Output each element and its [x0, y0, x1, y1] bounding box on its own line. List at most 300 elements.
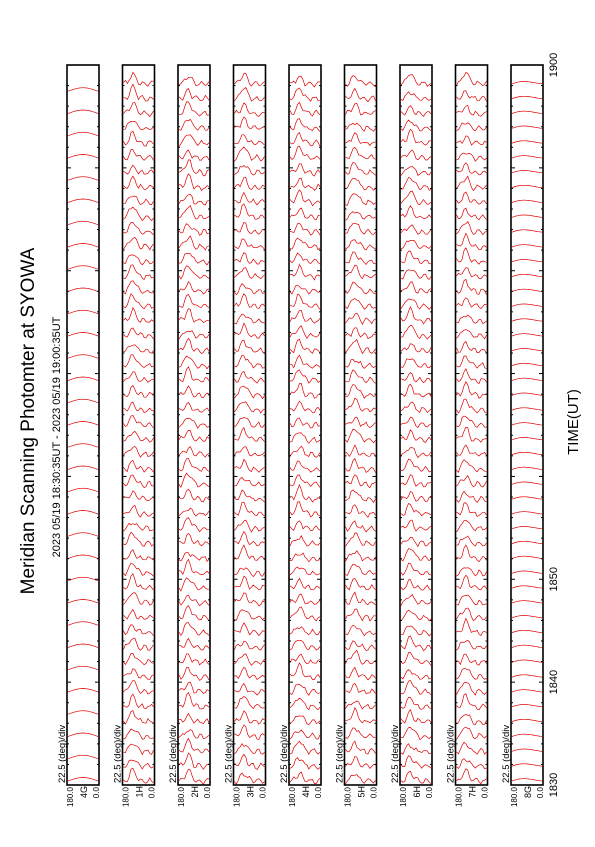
trace-line [179, 508, 209, 516]
trace-line [346, 683, 376, 693]
trace-line [235, 641, 265, 650]
trace-line [457, 298, 487, 309]
panel-scale-label: 22.5 (deg)/div [390, 724, 401, 783]
trace-line [235, 610, 265, 621]
trace-line [290, 253, 320, 264]
panel-traces [457, 73, 487, 784]
trace-line [235, 711, 265, 724]
trace-line [124, 176, 154, 189]
trace-line [346, 359, 376, 368]
trace-line [457, 545, 487, 562]
trace-line [401, 373, 431, 383]
trace-line [124, 610, 154, 620]
trace-line [346, 578, 376, 589]
trace-line [68, 177, 98, 181]
trace-line [346, 103, 376, 115]
trace-line [235, 520, 265, 532]
trace-line [124, 372, 154, 383]
trace-line [290, 146, 320, 159]
trace-line [235, 654, 265, 665]
panel-channel-label: 8G [523, 786, 533, 799]
panel-traces [68, 88, 98, 781]
trace-line [346, 490, 376, 503]
trace-line [512, 378, 542, 380]
trace-line [457, 491, 487, 502]
panel-traces [401, 75, 431, 784]
x-tick-label: 1850 [548, 567, 560, 592]
trace-line [290, 553, 320, 562]
trace-line [235, 490, 265, 502]
trace-line [512, 541, 542, 543]
trace-line [457, 123, 487, 131]
trace-line [290, 446, 320, 457]
trace-line [124, 729, 154, 739]
trace-line [68, 778, 98, 782]
trace-line [179, 102, 209, 116]
trace-line [346, 775, 376, 785]
panel-ymin-label: 0.0 [92, 787, 101, 799]
trace-line [401, 326, 431, 340]
trace-line [512, 719, 542, 721]
trace-line [290, 355, 320, 368]
trace-line [68, 221, 98, 225]
trace-line [235, 135, 265, 145]
trace-line [124, 165, 154, 174]
panel-scale-label: 22.5 (deg)/div [279, 724, 290, 783]
trace-line [68, 288, 98, 292]
trace-line [401, 240, 431, 248]
trace-line [179, 730, 209, 739]
trace-line [290, 76, 320, 87]
trace-line [124, 328, 154, 339]
panel-ymax-label: 180.0 [510, 787, 519, 808]
trace-line [179, 174, 209, 191]
panel-ymax-label: 180.0 [343, 787, 353, 808]
trace-line [124, 681, 154, 695]
trace-line [124, 84, 154, 101]
trace-line [346, 89, 376, 102]
trace-line [346, 133, 376, 146]
trace-line [457, 315, 487, 324]
trace-line [290, 370, 320, 383]
trace-line [512, 660, 542, 662]
trace-line [68, 511, 98, 515]
trace-line [179, 150, 209, 160]
panel-ymax-label: 180.0 [121, 787, 131, 808]
trace-line [179, 236, 209, 250]
trace-line [68, 577, 98, 581]
trace-line [290, 502, 320, 517]
trace-line [235, 447, 265, 456]
trace-line [235, 725, 265, 740]
panel-ymax-label: 180.0 [66, 787, 75, 808]
trace-line [68, 666, 98, 670]
trace-line [290, 741, 320, 754]
trace-line [290, 663, 320, 680]
trace-line [512, 245, 542, 247]
trace-line [124, 768, 154, 783]
trace-line [457, 654, 487, 665]
trace-line [346, 533, 376, 546]
panel-channel-label: 1H [134, 786, 145, 798]
trace-line [457, 279, 487, 294]
trace-line [346, 641, 376, 651]
trace-line [457, 153, 487, 161]
panel-scale-label: 22.5 (deg)/div [112, 724, 124, 783]
trace-line [401, 384, 431, 397]
trace-line [401, 92, 431, 101]
chart-title: Meridian Scanning Photomter at SYOWA [18, 247, 39, 595]
panel-ymin-label: 0.0 [203, 787, 212, 799]
trace-line [235, 684, 265, 696]
trace-line [290, 716, 320, 725]
trace-line [124, 281, 154, 294]
trace-line [124, 669, 154, 680]
trace-line [401, 697, 431, 709]
trace-line [124, 460, 154, 472]
trace-line [68, 88, 98, 92]
chart-subtitle: 2023 05/19 18:30:35UT - 2023 05/19 19:00:35UT [51, 316, 63, 558]
trace-line [68, 733, 98, 737]
trace-line [124, 532, 154, 546]
trace-line [124, 150, 154, 161]
trace-line [68, 488, 98, 492]
trace-line [124, 491, 154, 501]
trace-line [512, 734, 542, 736]
trace-line [235, 314, 265, 324]
trace-line [457, 669, 487, 680]
panel-ymin-label: 0.0 [314, 787, 323, 799]
trace-line [124, 550, 154, 560]
trace-line [235, 223, 265, 235]
trace-line [290, 684, 320, 695]
trace-line [512, 156, 542, 158]
trace-line [512, 171, 542, 173]
rotated-chart-group [18, 53, 582, 807]
trace-line [346, 728, 376, 739]
trace-line [401, 299, 431, 310]
trace-line [512, 497, 542, 499]
trace-line [346, 265, 376, 279]
trace-line [290, 178, 320, 190]
trace-line [457, 369, 487, 384]
trace-line [124, 265, 154, 280]
trace-line [346, 609, 376, 621]
trace-line [512, 556, 542, 558]
trace-line [124, 694, 154, 708]
trace-line [457, 445, 487, 456]
trace-line [290, 190, 320, 206]
panel-scale-label: 22.5 (deg)/div [223, 724, 235, 783]
trace-line [290, 730, 320, 739]
trace-line [235, 402, 265, 413]
trace-line [68, 466, 98, 470]
trace-line [457, 595, 487, 605]
trace-line [290, 578, 320, 589]
trace-line [68, 755, 98, 759]
trace-line [457, 714, 487, 724]
trace-line [401, 150, 431, 160]
trace-line [512, 512, 542, 514]
trace-line [401, 626, 431, 636]
trace-line [235, 371, 265, 383]
trace-line [124, 196, 154, 205]
trace-line [235, 147, 265, 161]
trace-line [235, 477, 265, 485]
trace-line [179, 295, 209, 308]
trace-line [346, 313, 376, 324]
trace-line [401, 402, 431, 413]
trace-line [290, 627, 320, 635]
trace-line [401, 344, 431, 353]
x-tick-label: 1830 [548, 772, 560, 798]
trace-line [512, 304, 542, 306]
trace-line [512, 482, 542, 484]
trace-line [346, 147, 376, 159]
panel-channel-label: 5H [356, 786, 367, 798]
trace-line [346, 162, 376, 175]
trace-line [124, 255, 154, 265]
trace-line [401, 129, 431, 145]
trace-line [401, 771, 431, 783]
trace-line [401, 670, 431, 680]
trace-line [179, 533, 209, 545]
trace-line [401, 492, 431, 502]
trace-line [346, 417, 376, 428]
panel-traces [346, 76, 376, 784]
trace-line [124, 223, 154, 235]
panel-traces [512, 82, 542, 782]
trace-line [512, 438, 542, 440]
trace-line [346, 398, 376, 411]
trace-line [235, 355, 265, 368]
trace-line [346, 667, 376, 679]
trace-line [235, 744, 265, 755]
trace-line [346, 701, 376, 709]
panel-7H [446, 65, 490, 807]
panel-4H [279, 65, 323, 807]
trace-line [124, 355, 154, 368]
trace-line [346, 445, 376, 457]
trace-line [235, 268, 265, 279]
trace-line [179, 623, 209, 636]
trace-line [179, 194, 209, 205]
panel-frame [67, 65, 99, 785]
trace-line [512, 393, 542, 395]
trace-line [457, 163, 487, 175]
trace-line [290, 607, 320, 621]
trace-line [124, 593, 154, 606]
trace-line [457, 73, 487, 86]
trace-line [124, 574, 154, 590]
trace-line [512, 289, 542, 291]
trace-line [346, 282, 376, 294]
trace-line [124, 505, 154, 517]
trace-line [124, 131, 154, 146]
trace-line [124, 308, 154, 323]
trace-line [457, 520, 487, 532]
trace-line [124, 711, 154, 724]
trace-line [124, 72, 154, 86]
trace-line [512, 571, 542, 573]
trace-line [512, 215, 542, 217]
trace-line [235, 204, 265, 219]
trace-line [346, 564, 376, 575]
trace-line [346, 178, 376, 190]
trace-line [457, 575, 487, 590]
trace-line [457, 91, 487, 101]
trace-line [512, 616, 542, 618]
trace-line [401, 504, 431, 516]
trace-line [346, 370, 376, 384]
trace-line [401, 120, 431, 131]
trace-line [346, 650, 376, 664]
trace-line [512, 200, 542, 202]
trace-line [346, 741, 376, 754]
trace-line [179, 682, 209, 693]
trace-line [401, 177, 431, 190]
panel-ymax-label: 180.0 [399, 787, 408, 808]
trace-line [68, 711, 98, 715]
panel-3H [224, 65, 268, 807]
trace-line [290, 119, 320, 132]
trace-line [235, 754, 265, 769]
trace-line [179, 309, 209, 323]
trace-line [346, 625, 376, 635]
trace-line [346, 76, 376, 87]
panel-ymax-label: 180.0 [232, 787, 242, 808]
x-tick-label: 1840 [548, 669, 560, 695]
trace-line [290, 485, 320, 502]
trace-line [457, 727, 487, 740]
trace-line [457, 330, 487, 339]
trace-line [512, 408, 542, 410]
trace-line [401, 563, 431, 575]
panel-channel-label: 2H [190, 786, 200, 798]
panel-channel-label: 7H [467, 786, 478, 798]
trace-line [346, 194, 376, 205]
trace-line [290, 383, 320, 398]
trace-line [179, 89, 209, 101]
panels-group [57, 65, 545, 807]
trace-line [179, 206, 209, 220]
trace-line [235, 428, 265, 442]
trace-line [290, 475, 320, 488]
trace-line [290, 285, 320, 294]
trace-line [179, 667, 209, 680]
trace-line [457, 427, 487, 442]
panel-traces [235, 73, 265, 784]
x-axis [548, 53, 560, 797]
trace-line [179, 606, 209, 621]
trace-line [401, 595, 431, 606]
trace-line [68, 600, 98, 604]
trace-line [179, 518, 209, 532]
trace-line [124, 103, 154, 117]
panel-ymin-label: 0.0 [425, 787, 434, 799]
trace-line [457, 268, 487, 279]
trace-line [68, 266, 98, 270]
panel-channel-label: 6H [412, 786, 422, 798]
trace-line [457, 208, 487, 220]
trace-line [401, 251, 431, 264]
panel-channel-label: 3H [245, 786, 256, 798]
trace-line [179, 331, 209, 340]
trace-line [235, 340, 265, 353]
trace-line [457, 222, 487, 235]
trace-line [124, 207, 154, 221]
trace-line [512, 630, 542, 632]
trace-line [235, 284, 265, 295]
panel-traces [124, 72, 154, 783]
trace-line [346, 429, 376, 443]
panel-5H [335, 65, 379, 807]
trace-line [179, 266, 209, 279]
trace-line [124, 431, 154, 442]
trace-line [457, 248, 487, 264]
trace-line [235, 502, 265, 516]
trace-line [235, 294, 265, 309]
trace-line [401, 549, 431, 561]
panel-1H [113, 65, 157, 807]
trace-line [235, 193, 265, 205]
trace-line [290, 758, 320, 770]
panel-traces [179, 77, 209, 784]
trace-line [124, 760, 154, 769]
trace-line [124, 237, 154, 250]
trace-line [68, 244, 98, 248]
trace-line [124, 121, 154, 130]
trace-line [457, 536, 487, 546]
trace-line [235, 667, 265, 679]
panel-channel-label: 4H [301, 786, 311, 798]
trace-line [290, 461, 320, 472]
trace-line [68, 355, 98, 359]
trace-line [512, 141, 542, 143]
trace-line [179, 253, 209, 265]
trace-line [179, 753, 209, 769]
trace-line [401, 448, 431, 458]
trace-line [401, 520, 431, 531]
trace-line [457, 742, 487, 754]
trace-line [457, 136, 487, 145]
trace-line [457, 476, 487, 487]
panel-scale-label: 22.5 (deg)/div [57, 724, 68, 783]
trace-line [124, 744, 154, 755]
trace-line [68, 444, 98, 448]
trace-line [235, 623, 265, 636]
panel-6H [390, 65, 434, 807]
trace-line [235, 576, 265, 589]
trace-line [235, 323, 265, 338]
trace-line [124, 345, 154, 353]
trace-line [457, 618, 487, 635]
panel-traces [290, 76, 320, 784]
trace-line [346, 223, 376, 234]
trace-line [290, 594, 320, 605]
trace-line [179, 769, 209, 784]
trace-line [512, 363, 542, 365]
trace-line [346, 252, 376, 265]
trace-line [290, 339, 320, 353]
trace-line [401, 417, 431, 428]
trace-line [512, 423, 542, 425]
trace-line [457, 694, 487, 710]
trace-line [124, 653, 154, 664]
panel-frame [400, 65, 432, 785]
trace-line [235, 568, 265, 577]
trace-line [457, 503, 487, 517]
